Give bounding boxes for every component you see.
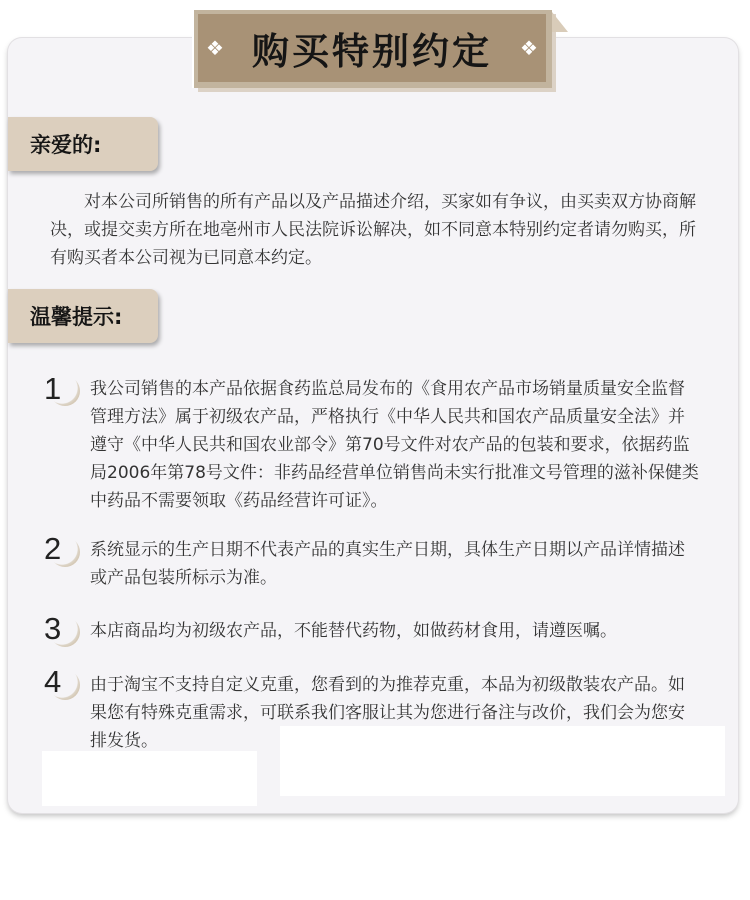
item-number: 3 [44,611,62,646]
section-label-dear: 亲爱的: [8,117,158,171]
tip-item-text: 系统显示的生产日期不代表产品的真实生产日期，具体生产日期以产品详情描述或产品包装所标示为准。 [90,540,685,588]
diamond-left-icon: ❖ [206,36,224,60]
item-number: 2 [44,531,62,566]
diamond-right-icon: ❖ [520,36,538,60]
tip-item-text: 我公司销售的本产品依据食药监总局发布的《食用农产品市场销量质量安全监督管理方法》属于初级农产品，严格执行《中华人民共和国农产品质量安全法》并遵守《中华人民共和国农业部令》第70号文件对农产品的包装和要求，依据药监局2006年第78号文件：非药品经营单位销售尚未实行批准文号管理的滋补保健类中药品不需要领取《药品经营许可证》。 [90,379,699,511]
item-number: 1 [44,371,62,406]
blank-box-left [42,751,257,806]
item-number: 4 [44,664,62,699]
section-dear-text: 对本公司所销售的所有产品以及产品描述介绍，买家如有争议，由买卖双方协商解决，或提交卖方所在地亳州市人民法院诉讼解决，如不同意本特别约定者请勿购买，所有购买者本公司视为已同意本约定。 [50,192,696,268]
tip-item-text: 由于淘宝不支持自定义克重，您看到的为推荐克重，本品为初级散装农产品。如果您有特殊克重需求，可联系我们客服让其为您进行备注与改价，我们会为您安排发货。 [90,675,685,751]
section-label-tips: 温馨提示: [8,289,158,343]
tip-item-text: 本店商品均为初级农产品，不能替代药物，如做药材食用，请遵医嘱。 [90,621,617,641]
page-title: 购买特别约定 [252,29,492,73]
blank-box-right [280,726,725,796]
title-banner [198,14,546,82]
title-fold-corner [552,12,568,32]
